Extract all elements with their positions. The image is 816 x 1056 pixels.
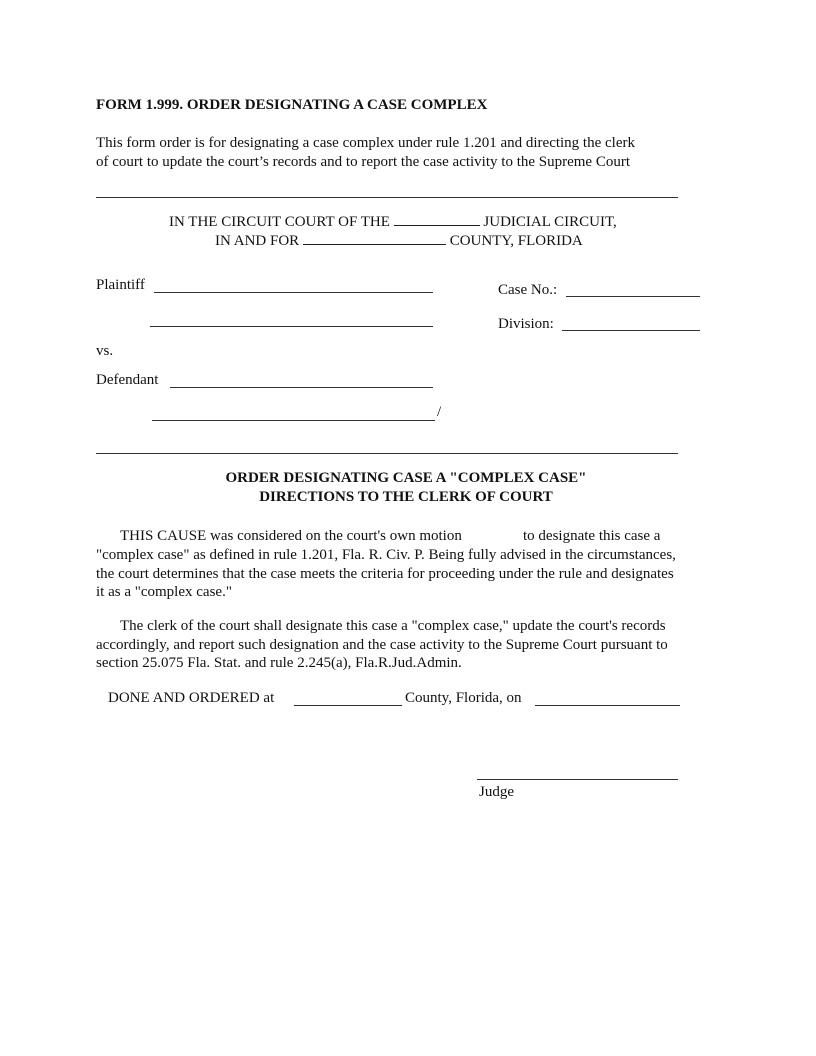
intro-line-1: This form order is for designating a case complex under rule 1.201 and directing the clerk [96, 135, 635, 151]
done-prefix: DONE AND ORDERED at [108, 690, 275, 706]
order-heading-line-1: ORDER DESIGNATING CASE A "COMPLEX CASE" [225, 470, 587, 486]
case-no-field[interactable] [566, 296, 700, 297]
caption-slash: / [437, 404, 442, 420]
done-middle: County, Florida, on [405, 690, 522, 706]
division-field[interactable] [562, 330, 700, 331]
circuit-number-field[interactable] [394, 211, 480, 226]
judge-label: Judge [479, 784, 514, 800]
p1-line-3: the court determines that the case meets the criteria for proceeding under the rule and designates [96, 566, 674, 582]
done-date-field[interactable] [535, 705, 680, 706]
p1-line-1b: to designate this case a [523, 528, 661, 544]
plaintiff-field-2[interactable] [150, 326, 433, 327]
p1-line-2: "complex case" as defined in rule 1.201, Fla. R. Civ. P. Being fully advised in the circumstances, [96, 547, 676, 563]
p2-line-1: The clerk of the court shall designate this case a "complex case," update the court's records [120, 618, 666, 634]
form-title: FORM 1.999. ORDER DESIGNATING A CASE COMPLEX [96, 97, 488, 113]
defendant-field-2[interactable] [152, 420, 435, 421]
division-label: Division: [498, 316, 554, 332]
defendant-label: Defendant [96, 372, 159, 388]
p1-line-4: it as a "complex case." [96, 584, 232, 600]
county-line [215, 230, 583, 251]
top-divider [96, 197, 678, 198]
vs-label: vs. [96, 343, 114, 359]
judge-signature-line[interactable] [477, 779, 678, 780]
county-suffix: COUNTY, FLORIDA [449, 233, 583, 249]
plaintiff-label: Plaintiff [96, 277, 145, 293]
defendant-field[interactable] [170, 387, 433, 388]
done-county-field[interactable] [294, 705, 402, 706]
case-no-label: Case No.: [498, 282, 558, 298]
county-prefix: IN AND FOR [215, 233, 300, 249]
plaintiff-field[interactable] [154, 292, 433, 293]
court-prefix: IN THE CIRCUIT COURT OF THE [169, 214, 390, 230]
order-heading-line-2: DIRECTIONS TO THE CLERK OF COURT [259, 489, 553, 505]
county-field[interactable] [303, 230, 446, 245]
court-suffix: JUDICIAL CIRCUIT, [483, 214, 617, 230]
p2-line-3: section 25.075 Fla. Stat. and rule 2.245(a), Fla.R.Jud.Admin. [96, 655, 462, 671]
intro-line-2: of court to update the court’s records and to report the case activity to the Supreme Court [96, 154, 631, 170]
court-line [169, 211, 617, 232]
p2-line-2: accordingly, and report such designation and the case activity to the Supreme Court pursuant to [96, 637, 668, 653]
p1-line-1a: THIS CAUSE was considered on the court's own motion [120, 528, 462, 544]
middle-divider [96, 453, 678, 454]
